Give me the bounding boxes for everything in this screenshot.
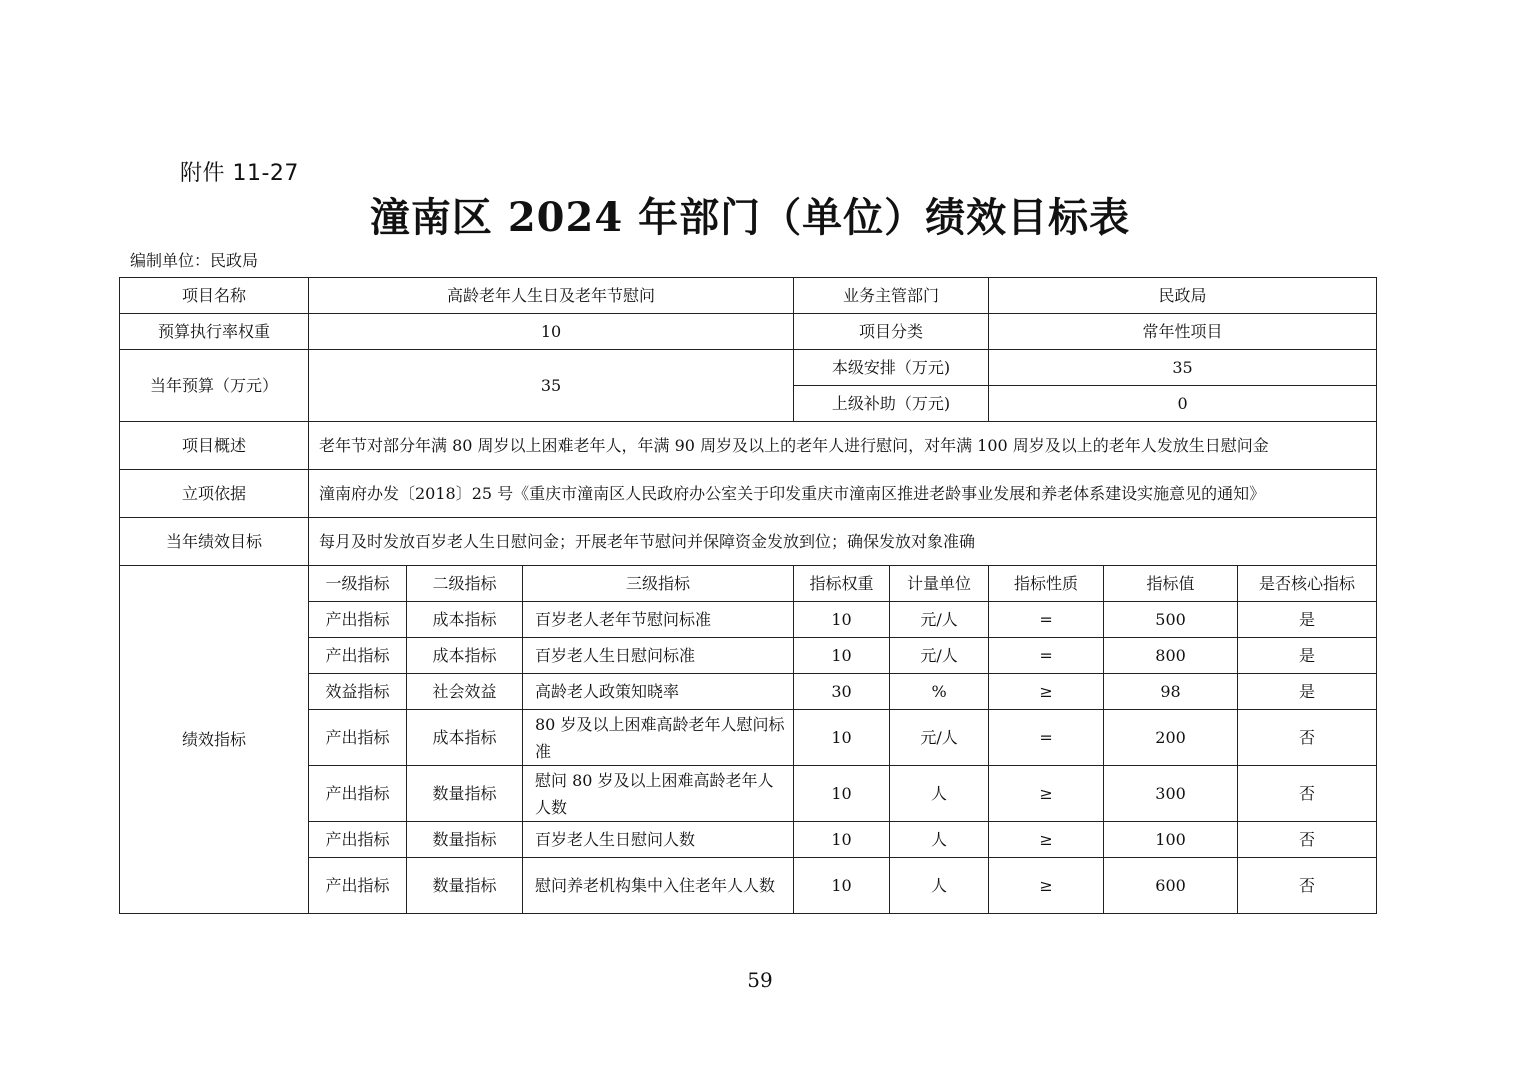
- core-cell: 是: [1238, 638, 1377, 674]
- unit-cell: 元/人: [890, 710, 989, 766]
- nature-cell: =: [989, 638, 1104, 674]
- header-unit: 计量单位: [890, 566, 989, 602]
- core-cell: 是: [1238, 674, 1377, 710]
- value-cell: 200: [1104, 710, 1238, 766]
- unit-cell: 元/人: [890, 602, 989, 638]
- level1-cell: 产出指标: [309, 710, 407, 766]
- weight-label: 预算执行率权重: [120, 314, 309, 350]
- overview-label: 项目概述: [120, 422, 309, 470]
- level3-cell: 百岁老人生日慰问人数: [523, 822, 794, 858]
- level1-cell: 产出指标: [309, 858, 407, 914]
- level2-cell: 社会效益: [407, 674, 523, 710]
- basis-row: [120, 470, 1377, 518]
- header-weight: 指标权重: [794, 566, 890, 602]
- value-cell: 500: [1104, 602, 1238, 638]
- indicator-header-row: [120, 566, 1377, 602]
- weight-cell: 10: [794, 638, 890, 674]
- project-name-value: 高龄老年人生日及老年节慰问: [309, 278, 794, 314]
- value-cell: 300: [1104, 766, 1238, 822]
- level1-cell: 产出指标: [309, 766, 407, 822]
- header-level3: 三级指标: [523, 566, 794, 602]
- header-value: 指标值: [1104, 566, 1238, 602]
- value-cell: 98: [1104, 674, 1238, 710]
- page-title: 潼南区 2024 年部门（单位）绩效目标表: [369, 194, 1131, 241]
- nature-cell: ≥: [989, 674, 1104, 710]
- header-core: 是否核心指标: [1238, 566, 1377, 602]
- weight-cell: 10: [794, 710, 890, 766]
- level1-cell: 效益指标: [309, 674, 407, 710]
- project-name-label: 项目名称: [120, 278, 309, 314]
- budget-label: 当年预算（万元）: [120, 350, 309, 422]
- level3-cell: 高龄老人政策知晓率: [523, 674, 794, 710]
- level2-cell: 成本指标: [407, 638, 523, 674]
- value-cell: 600: [1104, 858, 1238, 914]
- compiling-unit: 编制单位：民政局: [130, 251, 259, 270]
- unit-cell: 元/人: [890, 638, 989, 674]
- core-cell: 否: [1238, 766, 1377, 822]
- core-cell: 否: [1238, 710, 1377, 766]
- weight-cell: 10: [794, 822, 890, 858]
- unit-cell: %: [890, 674, 989, 710]
- nature-cell: =: [989, 602, 1104, 638]
- overview-row: [120, 422, 1377, 470]
- weight-cell: 10: [794, 602, 890, 638]
- header-level2: 二级指标: [407, 566, 523, 602]
- level2-cell: 数量指标: [407, 766, 523, 822]
- level2-cell: 数量指标: [407, 858, 523, 914]
- weight-row: [120, 314, 1377, 350]
- unit-cell: 人: [890, 822, 989, 858]
- category-value: 常年性项目: [989, 314, 1377, 350]
- overview-text: 老年节对部分年满 80 周岁以上困难老年人，年满 90 周岁及以上的老年人进行慰问，对年满 100 周岁及以上的老年人发放生日慰问金: [309, 422, 1377, 470]
- level1-cell: 产出指标: [309, 822, 407, 858]
- page-number: 59: [747, 968, 773, 992]
- value-cell: 800: [1104, 638, 1238, 674]
- weight-value: 10: [309, 314, 794, 350]
- nature-cell: ≥: [989, 766, 1104, 822]
- core-cell: 是: [1238, 602, 1377, 638]
- level2-cell: 成本指标: [407, 602, 523, 638]
- unit-cell: 人: [890, 766, 989, 822]
- project-name-row: [120, 278, 1377, 314]
- indicators-section-label: 绩效指标: [120, 566, 309, 914]
- table-row: [120, 766, 1377, 822]
- weight-cell: 10: [794, 858, 890, 914]
- level3-cell: 百岁老人老年节慰问标准: [523, 602, 794, 638]
- nature-cell: ≥: [989, 858, 1104, 914]
- budget-row: [120, 350, 1377, 386]
- table-row: [120, 674, 1377, 710]
- budget-value: 35: [309, 350, 794, 422]
- level2-cell: 数量指标: [407, 822, 523, 858]
- unit-cell: 人: [890, 858, 989, 914]
- header-nature: 指标性质: [989, 566, 1104, 602]
- local-value: 35: [989, 350, 1377, 386]
- goal-label: 当年绩效目标: [120, 518, 309, 566]
- value-cell: 100: [1104, 822, 1238, 858]
- level3-cell: 百岁老人生日慰问标准: [523, 638, 794, 674]
- table-row: [120, 710, 1377, 766]
- level3-cell: 慰问养老机构集中入住老年人人数: [523, 858, 794, 914]
- dept-value: 民政局: [989, 278, 1377, 314]
- basis-label: 立项依据: [120, 470, 309, 518]
- superior-value: 0: [989, 386, 1377, 422]
- weight-cell: 30: [794, 674, 890, 710]
- level1-cell: 产出指标: [309, 638, 407, 674]
- attachment-number: 附件 11-27: [180, 161, 299, 186]
- level2-cell: 成本指标: [407, 710, 523, 766]
- header-level1: 一级指标: [309, 566, 407, 602]
- level3-cell: 80 岁及以上困难高龄老年人慰问标准: [523, 710, 794, 766]
- basis-text: 潼南府办发〔2018〕25 号《重庆市潼南区人民政府办公室关于印发重庆市潼南区推进老龄事业发展和养老体系建设实施意见的通知》: [309, 470, 1377, 518]
- goal-text: 每月及时发放百岁老人生日慰问金；开展老年节慰问并保障资金发放到位；确保发放对象准确: [309, 518, 1377, 566]
- level3-cell: 慰问 80 岁及以上困难高龄老年人人数: [523, 766, 794, 822]
- dept-label: 业务主管部门: [794, 278, 989, 314]
- table-row: [120, 858, 1377, 914]
- goal-row: [120, 518, 1377, 566]
- core-cell: 否: [1238, 858, 1377, 914]
- nature-cell: =: [989, 710, 1104, 766]
- level1-cell: 产出指标: [309, 602, 407, 638]
- category-label: 项目分类: [794, 314, 989, 350]
- weight-cell: 10: [794, 766, 890, 822]
- nature-cell: ≥: [989, 822, 1104, 858]
- performance-target-table: [119, 277, 1377, 914]
- local-label: 本级安排（万元): [794, 350, 989, 386]
- superior-label: 上级补助（万元): [794, 386, 989, 422]
- core-cell: 否: [1238, 822, 1377, 858]
- table-row: [120, 638, 1377, 674]
- table-row: [120, 822, 1377, 858]
- table-row: [120, 602, 1377, 638]
